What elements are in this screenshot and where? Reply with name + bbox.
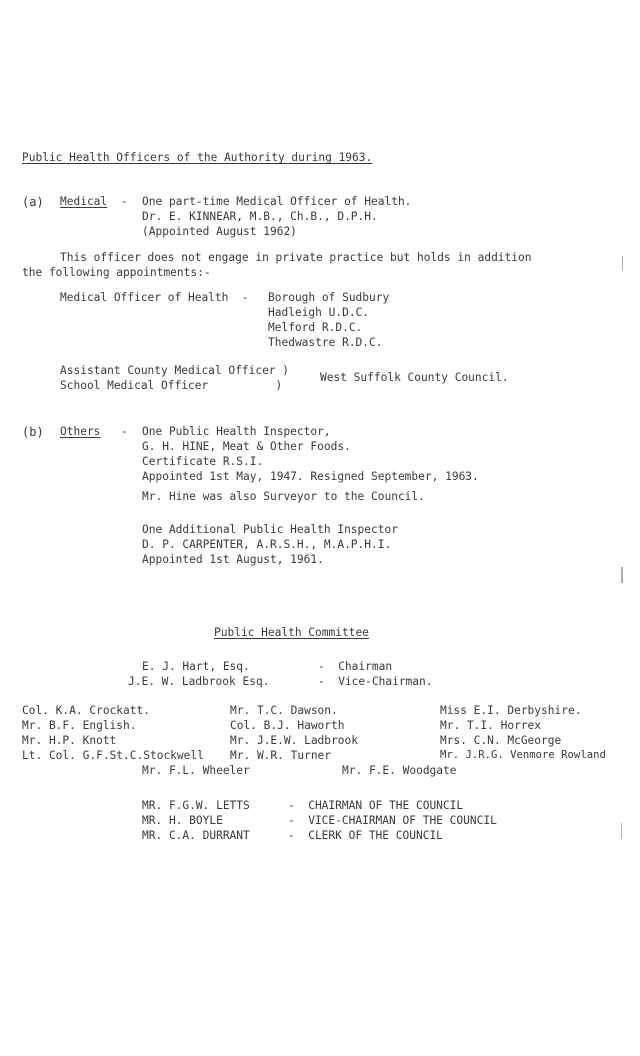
member-name: Mrs. C.N. McGeorge — [440, 734, 562, 747]
member-name: Mr. H.P. Knott — [22, 734, 117, 747]
member-name: Mr. F.L. Wheeler — [142, 764, 250, 777]
county-council: West Suffolk County Council. — [320, 371, 509, 384]
others-dash: - — [121, 425, 128, 438]
chair-name: E. J. Hart, Esq. — [142, 660, 250, 673]
member-name: Mr. J.E.W. Ladbrook — [230, 734, 358, 747]
officer-name: MR. C.A. DURRANT — [142, 829, 250, 842]
member-name: Mr. W.R. Turner — [230, 749, 332, 762]
member-name: Mr. T.I. Horrex — [440, 719, 542, 732]
scan-mark — [622, 256, 623, 270]
member-name: Mr. B.F. English. — [22, 719, 137, 732]
acmo-line: Assistant County Medical Officer ) — [60, 364, 290, 377]
others-line: Appointed 1st August, 1961. — [142, 553, 324, 566]
medical-line: (Appointed August 1962) — [142, 225, 297, 238]
acmo-line: School Medical Officer ) — [60, 379, 283, 392]
member-name: Miss E.I. Derbyshire. — [440, 704, 582, 717]
others-line: D. P. CARPENTER, A.R.S.H., M.A.P.H.I. — [142, 538, 392, 551]
others-note: Mr. Hine was also Surveyor to the Council. — [142, 490, 425, 503]
district-item: Thedwastre R.D.C. — [268, 336, 383, 349]
others-line: One Public Health Inspector, — [142, 425, 331, 438]
member-name: Lt. Col. G.F.St.C.Stockwell — [22, 749, 204, 762]
member-name: Mr. J.R.G. Venmore Rowland — [440, 749, 606, 761]
others-line: Certificate R.S.I. — [142, 455, 264, 468]
scan-mark — [621, 823, 622, 839]
page-title: Public Health Officers of the Authority during 1963. — [22, 151, 373, 164]
section-a-label: (a) — [22, 195, 44, 209]
member-name: Col. B.J. Haworth — [230, 719, 345, 732]
others-line: One Additional Public Health Inspector — [142, 523, 398, 536]
officer-name: MR. F.G.W. LETTS — [142, 799, 250, 812]
member-name: Col. K.A. Crockatt. — [22, 704, 150, 717]
member-name: Mr. T.C. Dawson. — [230, 704, 338, 717]
member-name: Mr. F.E. Woodgate — [342, 764, 457, 777]
vice-name: J.E. W. Ladbrook Esq. — [128, 675, 270, 688]
officer-role: - CLERK OF THE COUNCIL — [288, 829, 443, 842]
officer-role: - CHAIRMAN OF THE COUNCIL — [288, 799, 464, 812]
scan-mark — [621, 567, 623, 583]
district-item: Hadleigh U.D.C. — [268, 306, 370, 319]
medical-paragraph: This officer does not engage in private practice but holds in addition — [60, 251, 532, 264]
moh-title: Medical Officer of Health - — [60, 291, 249, 304]
officer-role: - VICE-CHAIRMAN OF THE COUNCIL — [288, 814, 497, 827]
medical-line: Dr. E. KINNEAR, M.B., Ch.B., D.P.H. — [142, 210, 378, 223]
others-line: Appointed 1st May, 1947. Resigned September, 1963. — [142, 470, 479, 483]
district-item: Melford R.D.C. — [268, 321, 363, 334]
committee-title: Public Health Committee — [214, 626, 369, 639]
district-item: Borough of Sudbury — [268, 291, 390, 304]
others-heading: Others — [60, 425, 101, 438]
officer-name: MR. H. BOYLE — [142, 814, 223, 827]
medical-dash: - — [121, 195, 128, 208]
medical-line: One part-time Medical Officer of Health. — [142, 195, 412, 208]
section-b-label: (b) — [22, 425, 44, 439]
medical-paragraph: the following appointments:- — [22, 266, 211, 279]
others-line: G. H. HINE, Meat & Other Foods. — [142, 440, 351, 453]
chair-role: - Chairman — [318, 660, 393, 673]
vice-role: - Vice-Chairman. — [318, 675, 433, 688]
medical-heading: Medical — [60, 195, 108, 208]
